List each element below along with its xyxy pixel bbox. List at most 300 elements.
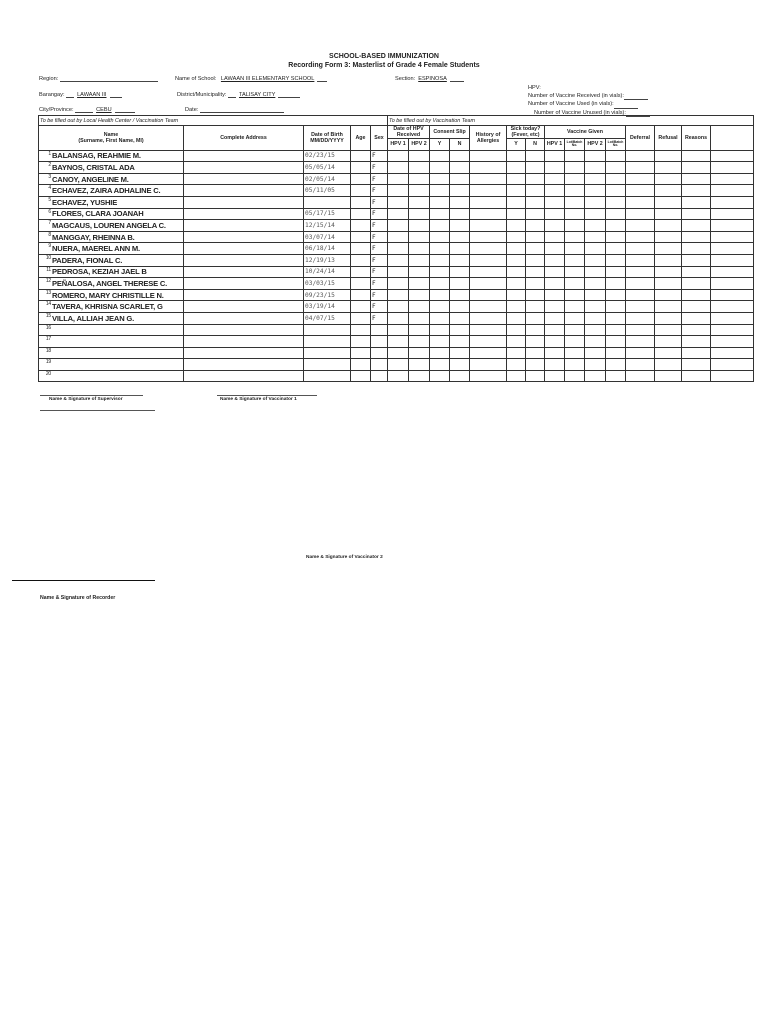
hpv2-date-cell[interactable]: [409, 312, 430, 324]
consent-y-cell[interactable]: [430, 347, 450, 359]
refusal-cell[interactable]: [655, 196, 682, 208]
allergies-cell[interactable]: [470, 173, 507, 185]
address-cell[interactable]: [184, 312, 304, 324]
reasons-cell[interactable]: [682, 359, 711, 371]
allergies-cell[interactable]: [470, 278, 507, 290]
sex-cell[interactable]: [371, 370, 388, 382]
age-cell[interactable]: [351, 208, 371, 220]
sick-y-cell[interactable]: [507, 254, 526, 266]
hpv2-date-cell[interactable]: [409, 208, 430, 220]
allergies-cell[interactable]: [470, 220, 507, 232]
hpv1-given-cell[interactable]: [545, 185, 565, 197]
allergies-cell[interactable]: [470, 208, 507, 220]
hpv1-date-cell[interactable]: [388, 266, 409, 278]
hpv2-date-cell[interactable]: [409, 266, 430, 278]
consent-y-cell[interactable]: [430, 312, 450, 324]
lot-1-cell[interactable]: [565, 347, 585, 359]
age-cell[interactable]: [351, 289, 371, 301]
consent-y-cell[interactable]: [430, 162, 450, 174]
age-cell[interactable]: [351, 220, 371, 232]
hpv2-given-cell[interactable]: [585, 359, 606, 371]
hpv-received-row[interactable]: [528, 92, 650, 100]
reasons-cell[interactable]: [682, 347, 711, 359]
consent-n-cell[interactable]: [450, 196, 470, 208]
hpv1-given-cell[interactable]: [545, 312, 565, 324]
refusal-cell[interactable]: [655, 173, 682, 185]
refusal-cell[interactable]: [655, 370, 682, 382]
allergies-cell[interactable]: [470, 312, 507, 324]
consent-n-cell[interactable]: [450, 254, 470, 266]
hpv1-date-cell[interactable]: [388, 359, 409, 371]
reasons-cell[interactable]: [682, 185, 711, 197]
hpv2-date-cell[interactable]: [409, 243, 430, 255]
age-cell[interactable]: [351, 231, 371, 243]
sick-y-cell[interactable]: [507, 243, 526, 255]
sick-n-cell[interactable]: [526, 220, 545, 232]
allergies-cell[interactable]: [470, 185, 507, 197]
dob-cell[interactable]: 12/15/14: [304, 220, 351, 232]
address-cell[interactable]: [184, 278, 304, 290]
student-name-cell[interactable]: [39, 336, 184, 348]
extra-cell[interactable]: [711, 324, 754, 336]
hpv2-given-cell[interactable]: [585, 254, 606, 266]
address-cell[interactable]: [184, 243, 304, 255]
allergies-cell[interactable]: [470, 254, 507, 266]
consent-y-cell[interactable]: [430, 173, 450, 185]
lot-1-cell[interactable]: [565, 185, 585, 197]
deferral-cell[interactable]: [626, 370, 655, 382]
sex-cell[interactable]: F: [371, 312, 388, 324]
hpv2-date-cell[interactable]: [409, 301, 430, 313]
extra-cell[interactable]: [711, 196, 754, 208]
lot-2-cell[interactable]: [606, 173, 626, 185]
hpv2-date-cell[interactable]: [409, 359, 430, 371]
lot-1-cell[interactable]: [565, 196, 585, 208]
student-name-cell[interactable]: [39, 196, 184, 208]
hpv2-given-cell[interactable]: [585, 370, 606, 382]
refusal-cell[interactable]: [655, 324, 682, 336]
consent-n-cell[interactable]: [450, 301, 470, 313]
refusal-cell[interactable]: [655, 185, 682, 197]
address-cell[interactable]: [184, 336, 304, 348]
hpv2-date-cell[interactable]: [409, 347, 430, 359]
sick-n-cell[interactable]: [526, 208, 545, 220]
hpv1-date-cell[interactable]: [388, 347, 409, 359]
lot-1-cell[interactable]: [565, 150, 585, 162]
student-name-cell[interactable]: [39, 254, 184, 266]
deferral-cell[interactable]: [626, 231, 655, 243]
student-name-cell[interactable]: [39, 289, 184, 301]
consent-y-cell[interactable]: [430, 231, 450, 243]
dob-cell[interactable]: 02/23/15: [304, 150, 351, 162]
age-cell[interactable]: [351, 278, 371, 290]
refusal-cell[interactable]: [655, 359, 682, 371]
hpv1-given-cell[interactable]: [545, 220, 565, 232]
reasons-cell[interactable]: [682, 301, 711, 313]
student-name-cell[interactable]: [39, 266, 184, 278]
sick-y-cell[interactable]: [507, 266, 526, 278]
lot-1-cell[interactable]: [565, 289, 585, 301]
sex-cell[interactable]: F: [371, 162, 388, 174]
lot-2-cell[interactable]: [606, 220, 626, 232]
consent-y-cell[interactable]: [430, 150, 450, 162]
dob-cell[interactable]: 12/19/13: [304, 254, 351, 266]
lot-2-cell[interactable]: [606, 359, 626, 371]
allergies-cell[interactable]: [470, 243, 507, 255]
hpv2-given-cell[interactable]: [585, 208, 606, 220]
consent-n-cell[interactable]: [450, 162, 470, 174]
hpv2-date-cell[interactable]: [409, 185, 430, 197]
deferral-cell[interactable]: [626, 336, 655, 348]
dob-cell[interactable]: 06/18/14: [304, 243, 351, 255]
age-cell[interactable]: [351, 370, 371, 382]
age-cell[interactable]: [351, 173, 371, 185]
deferral-cell[interactable]: [626, 359, 655, 371]
sick-n-cell[interactable]: [526, 266, 545, 278]
refusal-cell[interactable]: [655, 231, 682, 243]
hpv1-date-cell[interactable]: [388, 196, 409, 208]
deferral-cell[interactable]: [626, 324, 655, 336]
lot-1-cell[interactable]: [565, 231, 585, 243]
hpv1-date-cell[interactable]: [388, 162, 409, 174]
hpv1-date-cell[interactable]: [388, 220, 409, 232]
lot-2-cell[interactable]: [606, 231, 626, 243]
hpv1-date-cell[interactable]: [388, 370, 409, 382]
extra-cell[interactable]: [711, 185, 754, 197]
consent-y-cell[interactable]: [430, 185, 450, 197]
sick-y-cell[interactable]: [507, 278, 526, 290]
lot-1-cell[interactable]: [565, 370, 585, 382]
sex-cell[interactable]: F: [371, 150, 388, 162]
reasons-cell[interactable]: [682, 312, 711, 324]
sex-cell[interactable]: F: [371, 254, 388, 266]
barangay-field[interactable]: [39, 92, 122, 98]
extra-cell[interactable]: [711, 208, 754, 220]
extra-cell[interactable]: [711, 162, 754, 174]
address-cell[interactable]: [184, 289, 304, 301]
reasons-cell[interactable]: [682, 324, 711, 336]
address-cell[interactable]: [184, 196, 304, 208]
hpv1-given-cell[interactable]: [545, 231, 565, 243]
reasons-cell[interactable]: [682, 231, 711, 243]
consent-n-cell[interactable]: [450, 243, 470, 255]
sick-y-cell[interactable]: [507, 359, 526, 371]
sick-n-cell[interactable]: [526, 162, 545, 174]
sex-cell[interactable]: F: [371, 231, 388, 243]
hpv1-given-cell[interactable]: [545, 370, 565, 382]
age-cell[interactable]: [351, 185, 371, 197]
lot-2-cell[interactable]: [606, 254, 626, 266]
extra-cell[interactable]: [711, 278, 754, 290]
dob-cell[interactable]: 03/19/14: [304, 301, 351, 313]
hpv1-given-cell[interactable]: [545, 336, 565, 348]
allergies-cell[interactable]: [470, 347, 507, 359]
sick-n-cell[interactable]: [526, 231, 545, 243]
hpv2-date-cell[interactable]: [409, 150, 430, 162]
sex-cell[interactable]: [371, 324, 388, 336]
sick-n-cell[interactable]: [526, 324, 545, 336]
sick-n-cell[interactable]: [526, 347, 545, 359]
deferral-cell[interactable]: [626, 243, 655, 255]
consent-y-cell[interactable]: [430, 254, 450, 266]
lot-2-cell[interactable]: [606, 278, 626, 290]
deferral-cell[interactable]: [626, 196, 655, 208]
sick-n-cell[interactable]: [526, 254, 545, 266]
hpv2-date-cell[interactable]: [409, 370, 430, 382]
sick-y-cell[interactable]: [507, 289, 526, 301]
hpv2-given-cell[interactable]: [585, 324, 606, 336]
hpv1-date-cell[interactable]: [388, 173, 409, 185]
refusal-cell[interactable]: [655, 289, 682, 301]
hpv1-date-cell[interactable]: [388, 243, 409, 255]
hpv1-date-cell[interactable]: [388, 150, 409, 162]
address-cell[interactable]: [184, 266, 304, 278]
lot-2-cell[interactable]: [606, 162, 626, 174]
consent-y-cell[interactable]: [430, 359, 450, 371]
deferral-cell[interactable]: [626, 162, 655, 174]
dob-cell[interactable]: [304, 347, 351, 359]
allergies-cell[interactable]: [470, 301, 507, 313]
age-cell[interactable]: [351, 254, 371, 266]
student-name-cell[interactable]: [39, 301, 184, 313]
allergies-cell[interactable]: [470, 359, 507, 371]
lot-2-cell[interactable]: [606, 324, 626, 336]
refusal-cell[interactable]: [655, 162, 682, 174]
region-field[interactable]: [39, 76, 158, 82]
extra-cell[interactable]: [711, 289, 754, 301]
extra-cell[interactable]: [711, 347, 754, 359]
dob-cell[interactable]: [304, 324, 351, 336]
hpv1-given-cell[interactable]: [545, 359, 565, 371]
hpv-used-row[interactable]: [528, 100, 650, 108]
hpv2-given-cell[interactable]: [585, 347, 606, 359]
sex-cell[interactable]: F: [371, 220, 388, 232]
consent-n-cell[interactable]: [450, 336, 470, 348]
address-cell[interactable]: [184, 254, 304, 266]
deferral-cell[interactable]: [626, 347, 655, 359]
refusal-cell[interactable]: [655, 220, 682, 232]
age-cell[interactable]: [351, 196, 371, 208]
hpv2-date-cell[interactable]: [409, 231, 430, 243]
sick-n-cell[interactable]: [526, 278, 545, 290]
hpv2-given-cell[interactable]: [585, 173, 606, 185]
reasons-cell[interactable]: [682, 162, 711, 174]
allergies-cell[interactable]: [470, 370, 507, 382]
sick-n-cell[interactable]: [526, 243, 545, 255]
reasons-cell[interactable]: [682, 208, 711, 220]
consent-n-cell[interactable]: [450, 359, 470, 371]
student-name-cell[interactable]: [39, 347, 184, 359]
lot-2-cell[interactable]: [606, 185, 626, 197]
consent-y-cell[interactable]: [430, 196, 450, 208]
address-cell[interactable]: [184, 173, 304, 185]
age-cell[interactable]: [351, 150, 371, 162]
allergies-cell[interactable]: [470, 324, 507, 336]
hpv1-date-cell[interactable]: [388, 231, 409, 243]
hpv1-date-cell[interactable]: [388, 312, 409, 324]
hpv1-date-cell[interactable]: [388, 324, 409, 336]
consent-y-cell[interactable]: [430, 266, 450, 278]
hpv2-date-cell[interactable]: [409, 220, 430, 232]
hpv2-date-cell[interactable]: [409, 278, 430, 290]
lot-2-cell[interactable]: [606, 312, 626, 324]
student-name-cell[interactable]: [39, 243, 184, 255]
refusal-cell[interactable]: [655, 278, 682, 290]
deferral-cell[interactable]: [626, 289, 655, 301]
lot-1-cell[interactable]: [565, 324, 585, 336]
consent-n-cell[interactable]: [450, 208, 470, 220]
dob-cell[interactable]: 09/23/15: [304, 289, 351, 301]
dob-cell[interactable]: 10/24/14: [304, 266, 351, 278]
address-cell[interactable]: [184, 220, 304, 232]
sick-y-cell[interactable]: [507, 162, 526, 174]
lot-1-cell[interactable]: [565, 162, 585, 174]
age-cell[interactable]: [351, 301, 371, 313]
consent-n-cell[interactable]: [450, 220, 470, 232]
deferral-cell[interactable]: [626, 150, 655, 162]
refusal-cell[interactable]: [655, 312, 682, 324]
deferral-cell[interactable]: [626, 220, 655, 232]
allergies-cell[interactable]: [470, 162, 507, 174]
consent-y-cell[interactable]: [430, 289, 450, 301]
consent-n-cell[interactable]: [450, 324, 470, 336]
lot-1-cell[interactable]: [565, 254, 585, 266]
hpv1-given-cell[interactable]: [545, 173, 565, 185]
sex-cell[interactable]: F: [371, 289, 388, 301]
consent-y-cell[interactable]: [430, 278, 450, 290]
hpv1-date-cell[interactable]: [388, 185, 409, 197]
sick-n-cell[interactable]: [526, 196, 545, 208]
consent-y-cell[interactable]: [430, 336, 450, 348]
student-name-cell[interactable]: [39, 208, 184, 220]
address-cell[interactable]: [184, 185, 304, 197]
refusal-cell[interactable]: [655, 254, 682, 266]
refusal-cell[interactable]: [655, 347, 682, 359]
age-cell[interactable]: [351, 359, 371, 371]
consent-n-cell[interactable]: [450, 173, 470, 185]
consent-y-cell[interactable]: [430, 324, 450, 336]
student-name-cell[interactable]: [39, 278, 184, 290]
hpv2-date-cell[interactable]: [409, 254, 430, 266]
extra-cell[interactable]: [711, 312, 754, 324]
hpv2-date-cell[interactable]: [409, 289, 430, 301]
refusal-cell[interactable]: [655, 301, 682, 313]
dob-cell[interactable]: [304, 370, 351, 382]
deferral-cell[interactable]: [626, 301, 655, 313]
student-name-cell[interactable]: [39, 370, 184, 382]
city-field[interactable]: [39, 107, 135, 113]
sick-n-cell[interactable]: [526, 301, 545, 313]
dob-cell[interactable]: 05/17/15: [304, 208, 351, 220]
student-name-cell[interactable]: [39, 359, 184, 371]
lot-1-cell[interactable]: [565, 359, 585, 371]
hpv2-given-cell[interactable]: [585, 231, 606, 243]
dob-cell[interactable]: [304, 336, 351, 348]
student-name-cell[interactable]: [39, 150, 184, 162]
allergies-cell[interactable]: [470, 336, 507, 348]
allergies-cell[interactable]: [470, 231, 507, 243]
sick-y-cell[interactable]: [507, 196, 526, 208]
age-cell[interactable]: [351, 312, 371, 324]
hpv1-given-cell[interactable]: [545, 347, 565, 359]
hpv2-given-cell[interactable]: [585, 162, 606, 174]
address-cell[interactable]: [184, 347, 304, 359]
sick-y-cell[interactable]: [507, 370, 526, 382]
reasons-cell[interactable]: [682, 243, 711, 255]
refusal-cell[interactable]: [655, 266, 682, 278]
extra-cell[interactable]: [711, 301, 754, 313]
age-cell[interactable]: [351, 336, 371, 348]
consent-n-cell[interactable]: [450, 266, 470, 278]
consent-n-cell[interactable]: [450, 370, 470, 382]
reasons-cell[interactable]: [682, 150, 711, 162]
section-field[interactable]: [395, 76, 464, 82]
refusal-cell[interactable]: [655, 208, 682, 220]
lot-2-cell[interactable]: [606, 301, 626, 313]
consent-y-cell[interactable]: [430, 370, 450, 382]
hpv2-given-cell[interactable]: [585, 278, 606, 290]
allergies-cell[interactable]: [470, 289, 507, 301]
lot-1-cell[interactable]: [565, 301, 585, 313]
refusal-cell[interactable]: [655, 150, 682, 162]
hpv2-given-cell[interactable]: [585, 185, 606, 197]
dob-cell[interactable]: 04/07/15: [304, 312, 351, 324]
hpv1-given-cell[interactable]: [545, 266, 565, 278]
address-cell[interactable]: [184, 301, 304, 313]
hpv1-date-cell[interactable]: [388, 278, 409, 290]
allergies-cell[interactable]: [470, 266, 507, 278]
lot-1-cell[interactable]: [565, 278, 585, 290]
hpv1-date-cell[interactable]: [388, 208, 409, 220]
student-name-cell[interactable]: [39, 220, 184, 232]
lot-2-cell[interactable]: [606, 266, 626, 278]
refusal-cell[interactable]: [655, 336, 682, 348]
consent-n-cell[interactable]: [450, 347, 470, 359]
hpv1-given-cell[interactable]: [545, 278, 565, 290]
sick-y-cell[interactable]: [507, 312, 526, 324]
lot-1-cell[interactable]: [565, 243, 585, 255]
consent-n-cell[interactable]: [450, 185, 470, 197]
deferral-cell[interactable]: [626, 254, 655, 266]
hpv2-date-cell[interactable]: [409, 324, 430, 336]
address-cell[interactable]: [184, 359, 304, 371]
hpv1-given-cell[interactable]: [545, 289, 565, 301]
student-name-cell[interactable]: [39, 324, 184, 336]
sick-n-cell[interactable]: [526, 370, 545, 382]
age-cell[interactable]: [351, 162, 371, 174]
hpv2-given-cell[interactable]: [585, 312, 606, 324]
address-cell[interactable]: [184, 324, 304, 336]
reasons-cell[interactable]: [682, 266, 711, 278]
sick-n-cell[interactable]: [526, 150, 545, 162]
consent-y-cell[interactable]: [430, 208, 450, 220]
hpv2-date-cell[interactable]: [409, 336, 430, 348]
lot-2-cell[interactable]: [606, 289, 626, 301]
reasons-cell[interactable]: [682, 336, 711, 348]
sick-y-cell[interactable]: [507, 220, 526, 232]
lot-1-cell[interactable]: [565, 336, 585, 348]
sick-n-cell[interactable]: [526, 312, 545, 324]
sick-n-cell[interactable]: [526, 289, 545, 301]
sex-cell[interactable]: [371, 336, 388, 348]
sick-y-cell[interactable]: [507, 347, 526, 359]
consent-y-cell[interactable]: [430, 220, 450, 232]
sick-y-cell[interactable]: [507, 150, 526, 162]
hpv1-given-cell[interactable]: [545, 196, 565, 208]
reasons-cell[interactable]: [682, 220, 711, 232]
dob-cell[interactable]: 02/05/14: [304, 173, 351, 185]
sex-cell[interactable]: F: [371, 173, 388, 185]
